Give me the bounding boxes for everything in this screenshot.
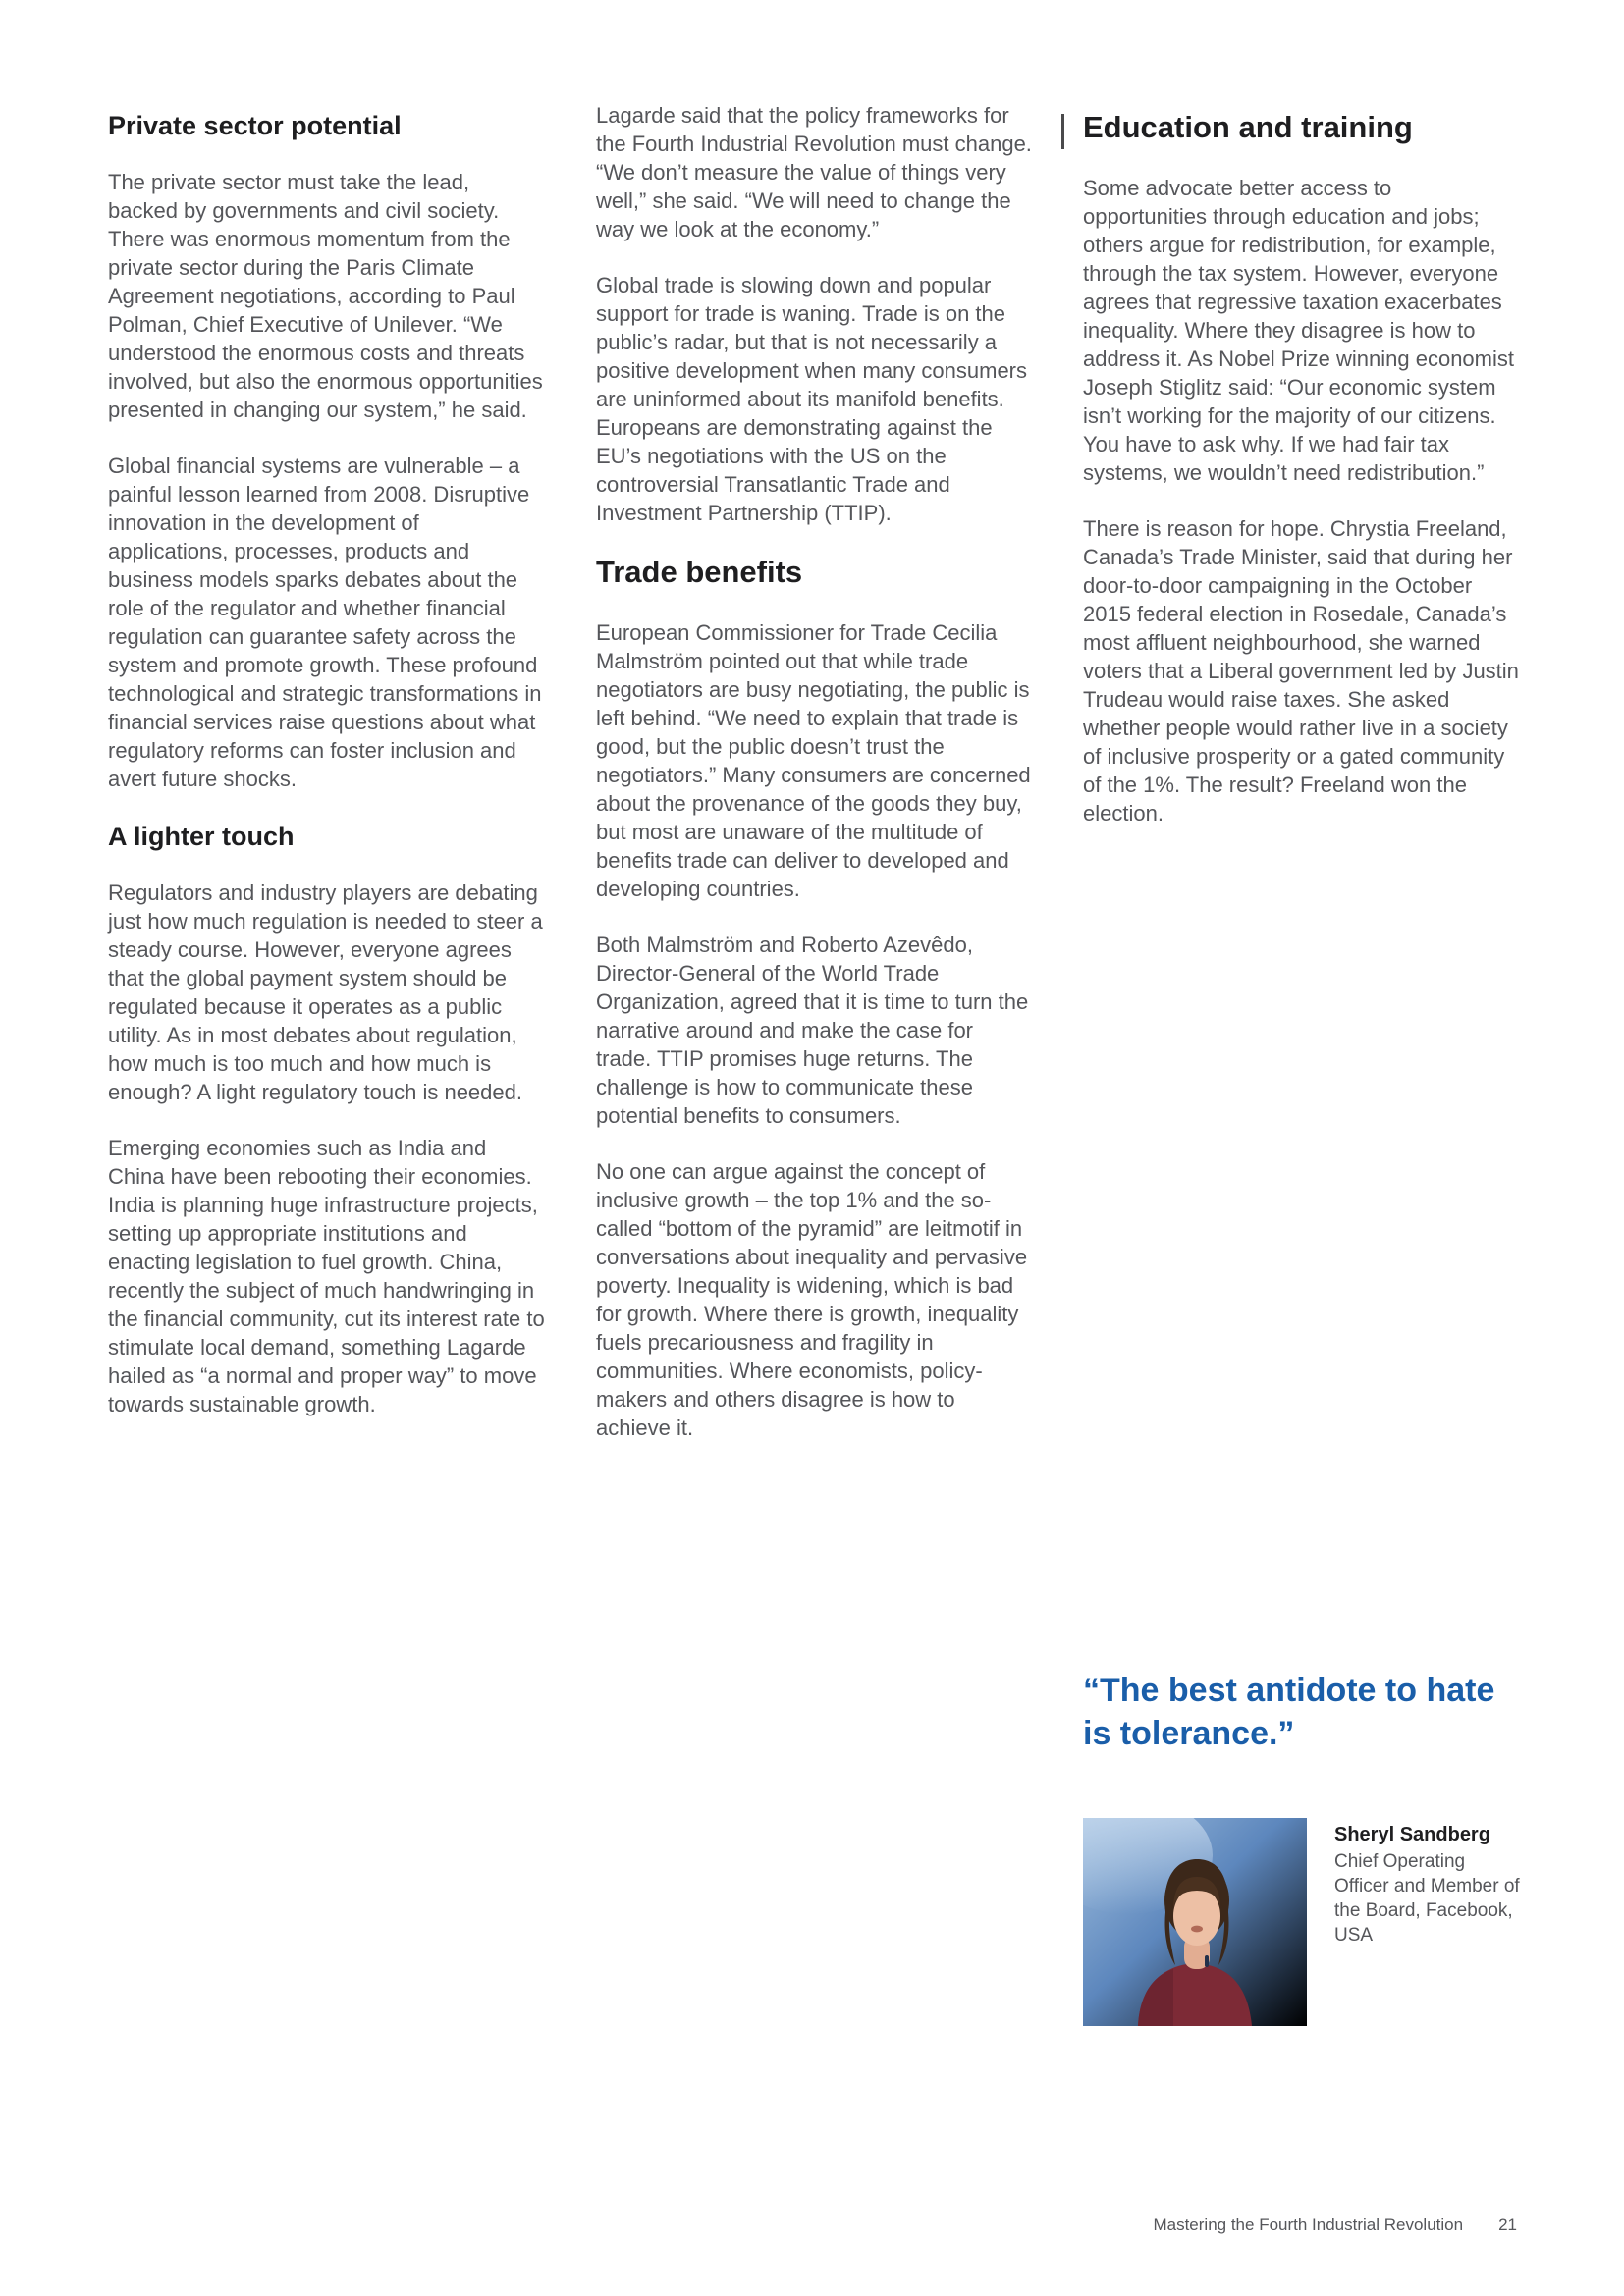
- paragraph-trade-benefits-1: European Commissioner for Trade Cecilia Malmström pointed out that while trade negotiators are busy negotiating, the public is left behind. “We need to explain that trade is good, but the public doesn’t trust the negotiators.” Many consumers are concerned about the provenance of the goods they buy, but most are unaware of the multitude of benefits trade can deliver to developed and developing countries.: [596, 620, 1031, 901]
- pull-quote: “The best antidote to hate is tolerance.”: [1083, 1672, 1495, 1752]
- page-footer: [785, 2215, 1517, 2236]
- paragraph-private-sector-1: The private sector must take the lead, backed by governments and civil society. There was enormous momentum from the private sector during the Paris Climate Agreement negotiations, according to Paul Polman, Chief Executive of Unilever. “We understood the enormous costs and threats involved, but also the enormous opportunities presented in changing our system,” he said.: [108, 170, 543, 422]
- paragraph-lighter-touch-2: Emerging economies such as India and China have been rebooting their economies. India is planning huge infrastructure projects, setting up appropriate institutions and enacting legislation to fuel growth. China, recently the subject of much handwringing in the financial community, cut its interest rate to stimulate local demand, something Lagarde hailed as “a normal and proper way” to move towards sustainable growth.: [108, 1136, 545, 1416]
- heading-private-sector-potential: Private sector potential: [108, 111, 402, 140]
- footer-page-number: 21: [1498, 2216, 1517, 2234]
- paragraph-lagarde-policy: Lagarde said that the policy frameworks for the Fourth Industrial Revolution must change. “We don’t measure the value of things very well,” she said. “We will need to change the way we look at the economy.”: [596, 103, 1032, 241]
- photo-block: [1083, 1818, 1520, 2026]
- photo-caption: [1334, 1818, 1520, 2026]
- caption-name: Sheryl Sandberg: [1334, 1824, 1490, 1845]
- paragraph-trade-benefits-3: No one can argue against the concept of inclusive growth – the top 1% and the so-called “bottom of the pyramid” are leitmotif in conversations about inequality and pervasive poverty. Inequality is widening, which is bad for growth. Where there is growth, inequality fuels precariousness and fragility in communities. Where economists, policy-makers and others disagree is how to achieve it.: [596, 1159, 1028, 1440]
- paragraph-education-2: There is reason for hope. Chrystia Freeland, Canada’s Trade Minister, said that during her door-to-door campaigning in the October 2015 federal election in Rosedale, Canada’s most affluent neighbourhood, she warned voters that a Liberal government led by Justin Trudeau would raise taxes. She asked whether people would rather live in a society of inclusive prosperity or a gated community of the 1%. The result? Freeland won the election.: [1083, 516, 1519, 826]
- paragraph-global-trade: Global trade is slowing down and popular support for trade is waning. Trade is on the public’s radar, but that is not necessarily a positive development when many consumers are uninformed about its manifold benefits. Europeans are demonstrating against the EU’s negotiations with the US on the controversial Transatlantic Trade and Investment Partnership (TTIP).: [596, 273, 1028, 525]
- heading-trade-benefits: Trade benefits: [596, 555, 803, 589]
- caption-role: Chief Operating Officer and Member of the Board, Facebook, USA: [1334, 1851, 1520, 1946]
- sheryl-sandberg-photo: [1083, 1818, 1307, 2026]
- column-divider-rule: [1061, 114, 1064, 149]
- footer-title: Mastering the Fourth Industrial Revolution: [1153, 2216, 1464, 2234]
- paragraph-trade-benefits-2: Both Malmström and Roberto Azevêdo, Director-General of the World Trade Organization, agreed that it is time to turn the narrative around and make the case for trade. TTIP promises huge returns. The challenge is how to communicate these potential benefits to consumers.: [596, 933, 1029, 1128]
- column-right: [1083, 110, 1520, 855]
- heading-education-and-training: Education and training: [1083, 110, 1413, 144]
- heading-a-lighter-touch: A lighter touch: [108, 822, 295, 851]
- paragraph-lighter-touch-1: Regulators and industry players are debating just how much regulation is needed to steer a steady course. However, everyone agrees that the global payment system should be regulated because it operates as a public utility. As in most debates about regulation, how much is too much and how much is enough? A light regulatory touch is needed.: [108, 881, 543, 1104]
- column-left: [108, 110, 545, 1446]
- paragraph-private-sector-2: Global financial systems are vulnerable – a painful lesson learned from 2008. Disruptive innovation in the development of applications, processes, products and business models sparks debates about the role of the regulator and whether financial regulation can guarantee safety across the system and promote growth. These profound technological and strategic transformations in financial services raise questions about what regulatory reforms can foster inclusion and avert future shocks.: [108, 454, 542, 791]
- paragraph-education-1: Some advocate better access to opportunities through education and jobs; others argue for redistribution, for example, through the tax system. However, everyone agrees that regressive taxation exacerbates inequality. Where they disagree is how to address it. As Nobel Prize winning economist Joseph Stiglitz said: “Our economic system isn’t working for the majority of our citizens. You have to ask why. If we had fair tax systems, we wouldn’t need redistribution.”: [1083, 176, 1514, 485]
- column-middle: [596, 101, 1033, 1469]
